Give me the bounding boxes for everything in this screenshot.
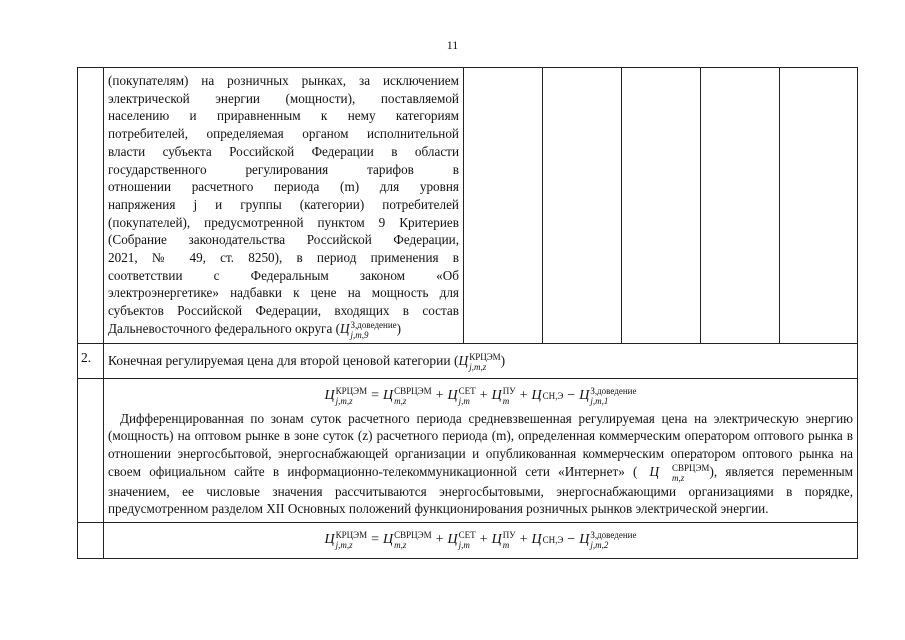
symbol-sub: m,z bbox=[394, 539, 407, 550]
symbol-sup: СВРЦЭМ bbox=[394, 529, 432, 540]
symbol-base: Ц bbox=[649, 463, 659, 479]
page-number: 11 bbox=[446, 38, 459, 52]
minus-sign: − bbox=[567, 388, 576, 404]
symbol-sub: m,z bbox=[671, 472, 685, 483]
symbol-sup: ПУ bbox=[502, 529, 516, 540]
symbol-sup: СЕТ bbox=[458, 529, 476, 540]
symbol-sup: З,доведение bbox=[350, 319, 397, 330]
symbol-base: Ц bbox=[579, 532, 590, 548]
value-cell-1 bbox=[464, 68, 543, 344]
symbol-sub: j,m,z bbox=[335, 395, 353, 406]
continuation-line: потребителей, определяемая органом исполнительной bbox=[108, 126, 459, 142]
symbol-sup: СН,Э bbox=[542, 534, 564, 545]
value-cell-2 bbox=[543, 68, 622, 344]
continuation-line: соответствии с Федеральным законом «Об bbox=[108, 267, 459, 283]
symbol-sup: СВРЦЭМ bbox=[394, 385, 432, 396]
continuation-last-line bbox=[108, 320, 459, 340]
explanation-suffix: ), является переменным значением, ее числовые значения рассчитываются энергосбытовыми, энергоснабжающими организациями в порядке, предусмотренном разделом XII Основных положений функционирования розничных рынков электрической энергии. bbox=[108, 463, 853, 517]
row-number-cell-empty bbox=[78, 68, 104, 344]
formula-term-dovedenie bbox=[579, 530, 636, 550]
symbol-sub: j,m,z bbox=[335, 539, 353, 550]
equals-sign: = bbox=[371, 532, 380, 548]
last-line-suffix: ) bbox=[396, 320, 402, 336]
row-heading-cell bbox=[104, 343, 858, 378]
continuation-line: отношении расчетного периода (m) для уровня bbox=[108, 179, 459, 195]
symbol-sup: КРЦЭМ bbox=[335, 529, 368, 540]
continuation-line: электроэнергетике» надбавки к цене на мощность для bbox=[108, 285, 459, 301]
heading-prefix: Конечная регулируемая цена для второй ценовой категории ( bbox=[108, 352, 459, 368]
plus-sign: + bbox=[479, 388, 488, 404]
plus-sign: + bbox=[519, 388, 528, 404]
symbol-sup: З,доведение bbox=[590, 385, 637, 396]
plus-sign: + bbox=[479, 532, 488, 548]
heading-suffix: ) bbox=[500, 352, 506, 368]
table-row-2-formula-1 bbox=[78, 378, 858, 522]
table-row-continuation bbox=[78, 68, 858, 344]
symbol-sup: ПУ bbox=[502, 385, 516, 396]
symbol-base: Ц bbox=[531, 532, 542, 548]
formula-2-cell bbox=[104, 522, 858, 558]
symbol-sub: j,m bbox=[458, 395, 470, 406]
symbol-sup: КРЦЭМ bbox=[335, 385, 368, 396]
explanation-prefix: Дифференцированная по зонам суток расчетного периода средневзвешенная регулируемая цена на электрическую энергию (мощность) на оптовом рынке в зоне суток (z) расчетного периода (m), определенная коммерческим оператором оптового рынка в отношении энергосбытовой, энергоснабжающей организации и опубликованная коммерческим оператором оптового рынка на своем официальном сайте в информационно-телекоммуникационной сети «Интернет» ( bbox=[108, 410, 853, 479]
symbol-sub: j,m bbox=[458, 539, 470, 550]
symbol-sup: СВРЦЭМ bbox=[671, 462, 710, 473]
symbol-base: Ц bbox=[458, 352, 469, 368]
continuation-line: субъектов Российской Федерации, входящих в состав bbox=[108, 303, 459, 319]
tariff-table bbox=[77, 67, 858, 559]
formula-term-set bbox=[448, 530, 476, 550]
value-cell-3 bbox=[622, 68, 701, 344]
row-number-cell-empty bbox=[78, 522, 104, 558]
formula-term-set bbox=[448, 386, 476, 406]
formula-1-cell bbox=[104, 378, 858, 522]
symbol-sub: m bbox=[502, 539, 510, 550]
formula-2 bbox=[104, 523, 857, 558]
symbol-base: Ц bbox=[491, 388, 502, 404]
formula-term-pu bbox=[492, 530, 516, 550]
plus-sign: + bbox=[435, 532, 444, 548]
symbol-base: Ц bbox=[491, 532, 502, 548]
symbol-sup: КРЦЭМ bbox=[469, 351, 501, 362]
continuation-line: (покупателям) на розничных рынках, за исключением bbox=[108, 73, 459, 88]
price-symbol-heading bbox=[458, 352, 500, 372]
continuation-line: электрической энергии (мощности), поставляемой bbox=[108, 90, 459, 106]
plus-sign: + bbox=[435, 388, 444, 404]
symbol-sub: m bbox=[502, 395, 510, 406]
continuation-line: (Собрание законодательства Российской Федерации, bbox=[108, 232, 459, 248]
formula-term-dovedenie bbox=[579, 386, 636, 406]
continuation-line: 2021, № 49, ст. 8250), в период применения в bbox=[108, 250, 459, 266]
continuation-line: населению и приравненным к нему категориям bbox=[108, 108, 459, 124]
minus-sign: − bbox=[567, 532, 576, 548]
symbol-base: Ц bbox=[324, 388, 335, 404]
row-number-cell-empty bbox=[78, 378, 104, 522]
table-row-2-formula-2 bbox=[78, 522, 858, 558]
symbol-sup: З,доведение bbox=[590, 529, 637, 540]
row-heading bbox=[104, 344, 857, 378]
symbol-base: Ц bbox=[579, 388, 590, 404]
formula-lhs bbox=[325, 386, 368, 406]
row-number-cell bbox=[78, 343, 104, 378]
plus-sign: + bbox=[519, 532, 528, 548]
symbol-base: Ц bbox=[340, 320, 350, 336]
formula-1 bbox=[104, 379, 857, 410]
symbol-sub: j,m,1 bbox=[590, 395, 609, 406]
symbol-base: Ц bbox=[531, 388, 542, 404]
value-cell-4 bbox=[701, 68, 780, 344]
explanation-text bbox=[104, 410, 857, 522]
last-line-prefix: Дальневосточного федерального округа ( bbox=[108, 320, 341, 336]
formula-term-sn bbox=[531, 531, 563, 549]
continuation-line: государственного регулирования тарифов в bbox=[108, 161, 459, 177]
price-symbol-svrcem bbox=[637, 463, 709, 483]
symbol-sub: j,m,2 bbox=[590, 539, 609, 550]
continuation-text bbox=[104, 68, 463, 343]
symbol-base: Ц bbox=[324, 532, 335, 548]
symbol-base: Ц bbox=[383, 532, 394, 548]
row-number: 2. bbox=[81, 349, 92, 365]
symbol-sup: СЕТ bbox=[458, 385, 476, 396]
symbol-base: Ц bbox=[447, 532, 458, 548]
price-symbol-z9 bbox=[340, 320, 397, 340]
symbol-sub: j,m,9 bbox=[350, 329, 369, 340]
formula-lhs bbox=[325, 530, 368, 550]
table-row-2-heading bbox=[78, 343, 858, 378]
continuation-line: напряжения j и группы (категории) потребителей bbox=[108, 196, 459, 212]
symbol-sub: j,m,z bbox=[469, 361, 487, 372]
continuation-line: власти субъекта Российской Федерации в области bbox=[108, 143, 459, 159]
symbol-sup: СН,Э bbox=[542, 390, 564, 401]
equals-sign: = bbox=[371, 388, 380, 404]
formula-term-svrcem bbox=[383, 386, 432, 406]
formula-term-pu bbox=[492, 386, 516, 406]
symbol-base: Ц bbox=[447, 388, 458, 404]
continuation-text-cell bbox=[104, 68, 464, 344]
formula-term-svrcem bbox=[383, 530, 432, 550]
value-cell-5 bbox=[780, 68, 858, 344]
symbol-sub: m,z bbox=[394, 395, 407, 406]
formula-term-sn bbox=[531, 387, 563, 405]
continuation-line: (покупателей), предусмотренной пунктом 9 Критериев bbox=[108, 214, 459, 230]
symbol-base: Ц bbox=[383, 388, 394, 404]
